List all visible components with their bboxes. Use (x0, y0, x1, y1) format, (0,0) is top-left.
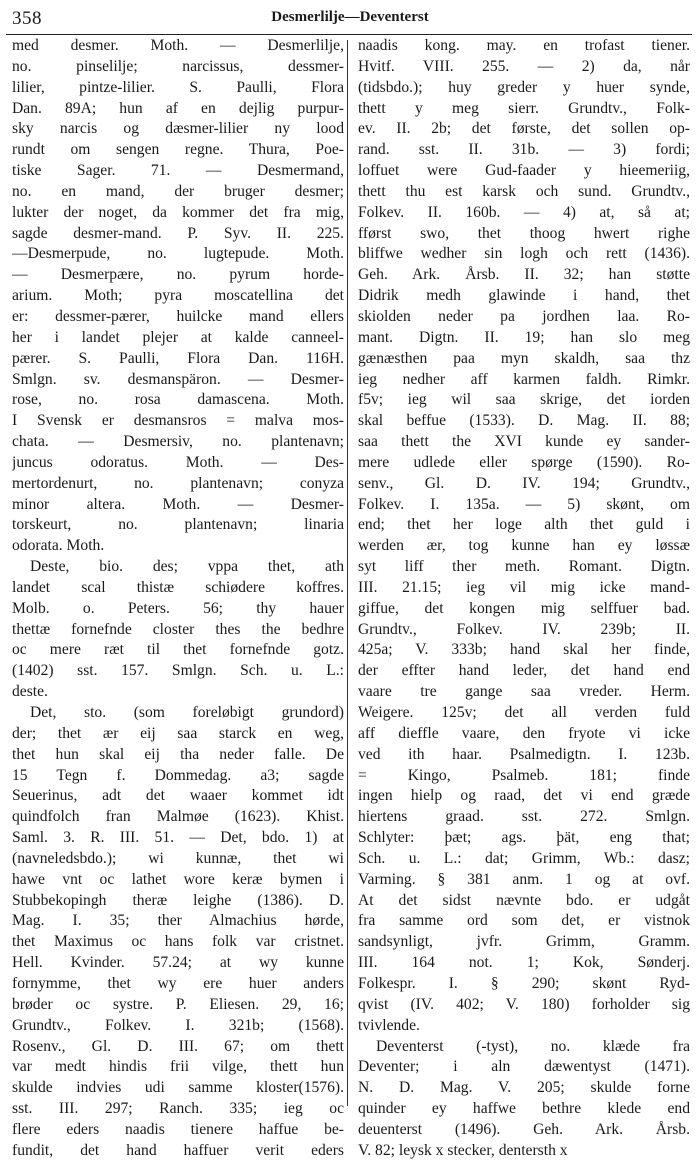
right-column-line: III. 164 not. 1; Kok, Sønderj. (358, 954, 690, 972)
column-divider (347, 40, 348, 1106)
right-column-line: rand. sst. II. 31b. — 3) fordi; (358, 141, 690, 159)
right-column-line: gænæsthen paa myn skaldh, saa thz (358, 349, 690, 367)
left-column-line: Rosenv., Gl. D. III. 67; om thett (12, 1037, 344, 1055)
right-column-line: ved ith haar. Psalmedigtn. I. 123b. (358, 745, 690, 763)
right-column-line: sandsynligt, jvfr. Grimm, Gramm. (358, 933, 690, 951)
left-column-line: (navneledsbdo.); wi kunnæ, thet wi (12, 849, 344, 867)
left-column-line: torskeurt, no. plantenavn; linaria (12, 516, 344, 534)
left-column-line: flere eders naadis tienere haffue be- (12, 1120, 344, 1138)
right-column-line: Sch. u. L.: dat; Grimm, Wb.: dasz; (358, 849, 690, 867)
left-column-line: juncus odoratus. Moth. — Des- (12, 453, 344, 471)
left-column-line: Mag. I. 35; ther Almachius hørde, (12, 912, 344, 930)
left-column-line: no. pinselilje; narcissus, dessmer- (12, 57, 344, 75)
left-column-line: var medt hindis frii vilge, thett hun (12, 1058, 344, 1076)
left-column-line: her i landet plejer at kalde canneel- (12, 328, 344, 346)
page-header (10, 6, 690, 32)
right-column-line: Deventerst (-tyst), no. klæde fra (376, 1037, 690, 1055)
right-column-line: fra samme ord som det, er vistnok (358, 912, 690, 930)
left-column-line: odorata. Moth. (12, 537, 105, 555)
right-column-line: senv., Gl. D. IV. 194; Grundtv., (358, 474, 690, 492)
right-column-line: thett y meg sierr. Grundtv., Folk- (358, 99, 690, 117)
left-column-line: landet scal thistæ schiødere koffres. (12, 578, 344, 596)
left-column-line: arium. Moth; pyra moscatellina det (12, 287, 344, 305)
left-column-line: skulde indvies udi samme kloster(1576). (12, 1079, 344, 1097)
left-column-line: oc mere ræt til thet fornefnde gotz. (12, 641, 344, 659)
left-column-line: sagde desmer-mand. P. Syv. II. 225. (12, 224, 344, 242)
right-column-line: aff dieffle vaare, den fryote vi icke (358, 724, 690, 742)
left-column-line: Det, sto. (som foreløbigt grundord) (30, 704, 344, 721)
right-column-line: Weigere. 125v; det all verden fuld (358, 704, 690, 721)
right-column-line: At det sidst nævnte bdo. er udgåt (358, 891, 690, 909)
right-column-line: III. 21.15; ieg vil mig icke mand- (358, 578, 690, 596)
right-column-line: ev. II. 2b; det første, det sollen op- (358, 120, 690, 138)
left-column-line: pærer. S. Paulli, Flora Dan. 116H. (12, 349, 344, 367)
right-column-line: Folkev. II. 160b. — 4) at, så at; (358, 203, 690, 221)
left-column-line: —Desmerpude, no. lugtepude. Moth. (12, 245, 344, 263)
right-column-line: werden ær, tog kunne han ey løssæ (358, 537, 690, 555)
left-column-line: Smlgn. sv. desmanspäron. — Desmer- (12, 370, 344, 388)
right-column-line: mant. Digtn. II. 19; han slo meg (358, 328, 690, 346)
left-column-line: minor altera. Moth. — Desmer- (12, 495, 344, 513)
right-column-line: = Kingo, Psalmeb. 181; finde (358, 766, 690, 784)
left-column-line: thettæ fornefnde closter thes the bedhre (12, 620, 344, 638)
right-column-line: skal beffue (1533). D. Mag. II. 88; (358, 412, 690, 430)
left-column-line: Grundtv., Folkev. I. 321b; (1568). (12, 1016, 344, 1034)
left-column-line: Molb. o. Peters. 56; thy hauer (12, 599, 344, 617)
header-rule (6, 34, 692, 35)
left-column-line: med desmer. Moth. — Desmerlilje, (12, 37, 344, 54)
right-column-line: mere udlede eller spørge (1590). Ro- (358, 453, 690, 471)
right-column-line: quinder ey haffwe bethre klede end (358, 1100, 690, 1118)
left-column-line: fornymme, thet wy ere huer anders (12, 974, 344, 992)
left-column-line: mertordenurt, no. plantenavn; conyza (12, 474, 344, 492)
right-column-line: Didrik medh glawinde i hand, thet (358, 287, 690, 305)
left-column-line: chata. — Desmersiv, no. plantenavn; (12, 433, 344, 451)
left-column-line: rose, no. rosa damascena. Moth. (12, 391, 344, 409)
right-column-line: naadis kong. may. en trofast tiener. (358, 37, 690, 54)
right-column-line: f5v; ieg wil saa skrige, det iorden (358, 391, 690, 409)
right-column-line: Folkev. I. 135a. — 5) skønt, om (358, 495, 690, 513)
right-column-line: Deventer; i aln dæwentyst (1471). (358, 1058, 690, 1076)
left-column-line: Saml. 3. R. III. 51. — Det, bdo. 1) at (12, 829, 344, 847)
left-column-line: quindfolch fran Malmøe (1623). Khist. (12, 808, 344, 826)
left-column-line: I Svensk er desmansros = malva mos- (12, 412, 344, 430)
left-column-line: Hell. Kvinder. 57.24; at wy kunne (12, 954, 344, 972)
left-column-line: no. en mand, der bruger desmer; (12, 182, 344, 200)
right-column-line: 425a; V. 333b; hand skal her finde, (358, 641, 690, 659)
right-column-line: Hvitf. VIII. 255. — 2) da, når (358, 57, 690, 75)
left-column-line: hawe vnt oc lathet wore keræ bymen i (12, 870, 344, 888)
running-title: Desmerlilje—Deventerst (271, 9, 429, 25)
left-column-line: er: dessmer-pærer, huilcke mand ellers (12, 307, 344, 325)
right-column-line: Varming. § 381 anm. 1 og at ovf. (358, 870, 690, 888)
left-column-line: — Desmerpære, no. pyrum horde- (12, 266, 344, 284)
left-column-line: Dan. 89A; hun af en dejlig purpur- (12, 99, 344, 117)
left-column-line: der; thet ær eij saa starck en weg, (12, 724, 344, 742)
right-column-line: ingen hielp og raad, det vi end græde (358, 787, 690, 805)
left-column-line: (1402) sst. 157. Smlgn. Sch. u. L.: (12, 662, 344, 680)
right-column-line: deuenterst (1496). Geh. Ark. Årsb. (358, 1120, 690, 1138)
left-column-line: rundt om sengen regne. Thura, Poe- (12, 141, 344, 159)
left-column-line: fundit, det hand haffuer verit eders (12, 1141, 344, 1159)
right-column-line: saa thett the XVI kunde ey sander- (358, 433, 690, 451)
right-column-line: Schlyter: þæt; ags. þät, eng that; (358, 829, 690, 847)
left-column-line: Deste, bio. des; vppa thet, ath (30, 558, 344, 576)
right-column-line: syt liff ther meth. Romant. Digtn. (358, 558, 690, 576)
right-column-line: Geh. Ark. Årsb. II. 32; han støtte (358, 266, 690, 284)
page-number: 358 (12, 8, 42, 29)
right-column-line: der effter hand leder, det hand end (358, 662, 690, 680)
right-column-line: (tidsbdo.); huy greder y huer synde, (358, 78, 690, 96)
right-column-line: loffuet were Gud-faader y hieemeriig, (358, 162, 690, 180)
left-column-line: Stubbekopingh theræ leighe (1386). D. (12, 891, 344, 909)
right-column-line: Folkespr. I. § 290; skønt Ryd- (358, 974, 690, 992)
right-column-line: end; thet her loge alth thet guld i (358, 516, 690, 534)
right-column (358, 36, 690, 1162)
right-column-line: V. 82; leysk x stecker, dentersth x (358, 1141, 568, 1159)
right-column-line: Grundtv., Folkev. IV. 239b; II. (358, 620, 690, 638)
right-column-line: tvivlende. (358, 1016, 420, 1034)
left-column-line: thet hun skal eij tha neder falle. De (12, 745, 344, 763)
right-column-line: vaare tre gange saa vreder. Herm. (358, 683, 690, 701)
left-column-line: deste. (12, 683, 48, 701)
left-column-line: sst. III. 297; Ranch. 335; ieg oc (12, 1100, 344, 1118)
left-column-line: lukter der noget, da kommer det fra mig, (12, 203, 344, 221)
left-column (12, 36, 344, 1162)
left-column-line: 15 Tegn f. Dommedag. a3; sagde (12, 766, 344, 784)
right-column-line: fførst swo, thet thoog hwert righe (358, 224, 690, 242)
left-column-line: thet Maximus oc hans folk var cristnet. (12, 933, 344, 951)
right-column-line: qvist (IV. 402; V. 180) forholder sig (358, 995, 690, 1013)
right-column-line: hiertens graad. sst. 272. Smlgn. (358, 808, 690, 826)
right-column-line: giffue, det kongen mig selffuer bad. (358, 599, 690, 617)
left-column-line: tiske Sager. 71. — Desmermand, (12, 162, 344, 180)
left-column-line: sky narcis og dæsmer-lilier ny lood (12, 120, 344, 138)
right-column-line: ieg nedher aff karmen faldh. Rimkr. (358, 370, 690, 388)
right-column-line: skiolden neder pa jordhen laa. Ro- (358, 307, 690, 325)
left-column-line: Seuerinus, adt det waaer kommet idt (12, 787, 344, 805)
left-column-line: brøder oc systre. P. Eliesen. 29, 16; (12, 995, 344, 1013)
right-column-line: bliffwe wedher sin logh och rett (1436). (358, 245, 690, 263)
left-column-line: lilier, pintze-lilier. S. Paulli, Flora (12, 78, 344, 96)
right-column-line: N. D. Mag. V. 205; skulde forne (358, 1079, 690, 1097)
right-column-line: thett thu est karsk och sund. Grundtv., (358, 182, 690, 200)
